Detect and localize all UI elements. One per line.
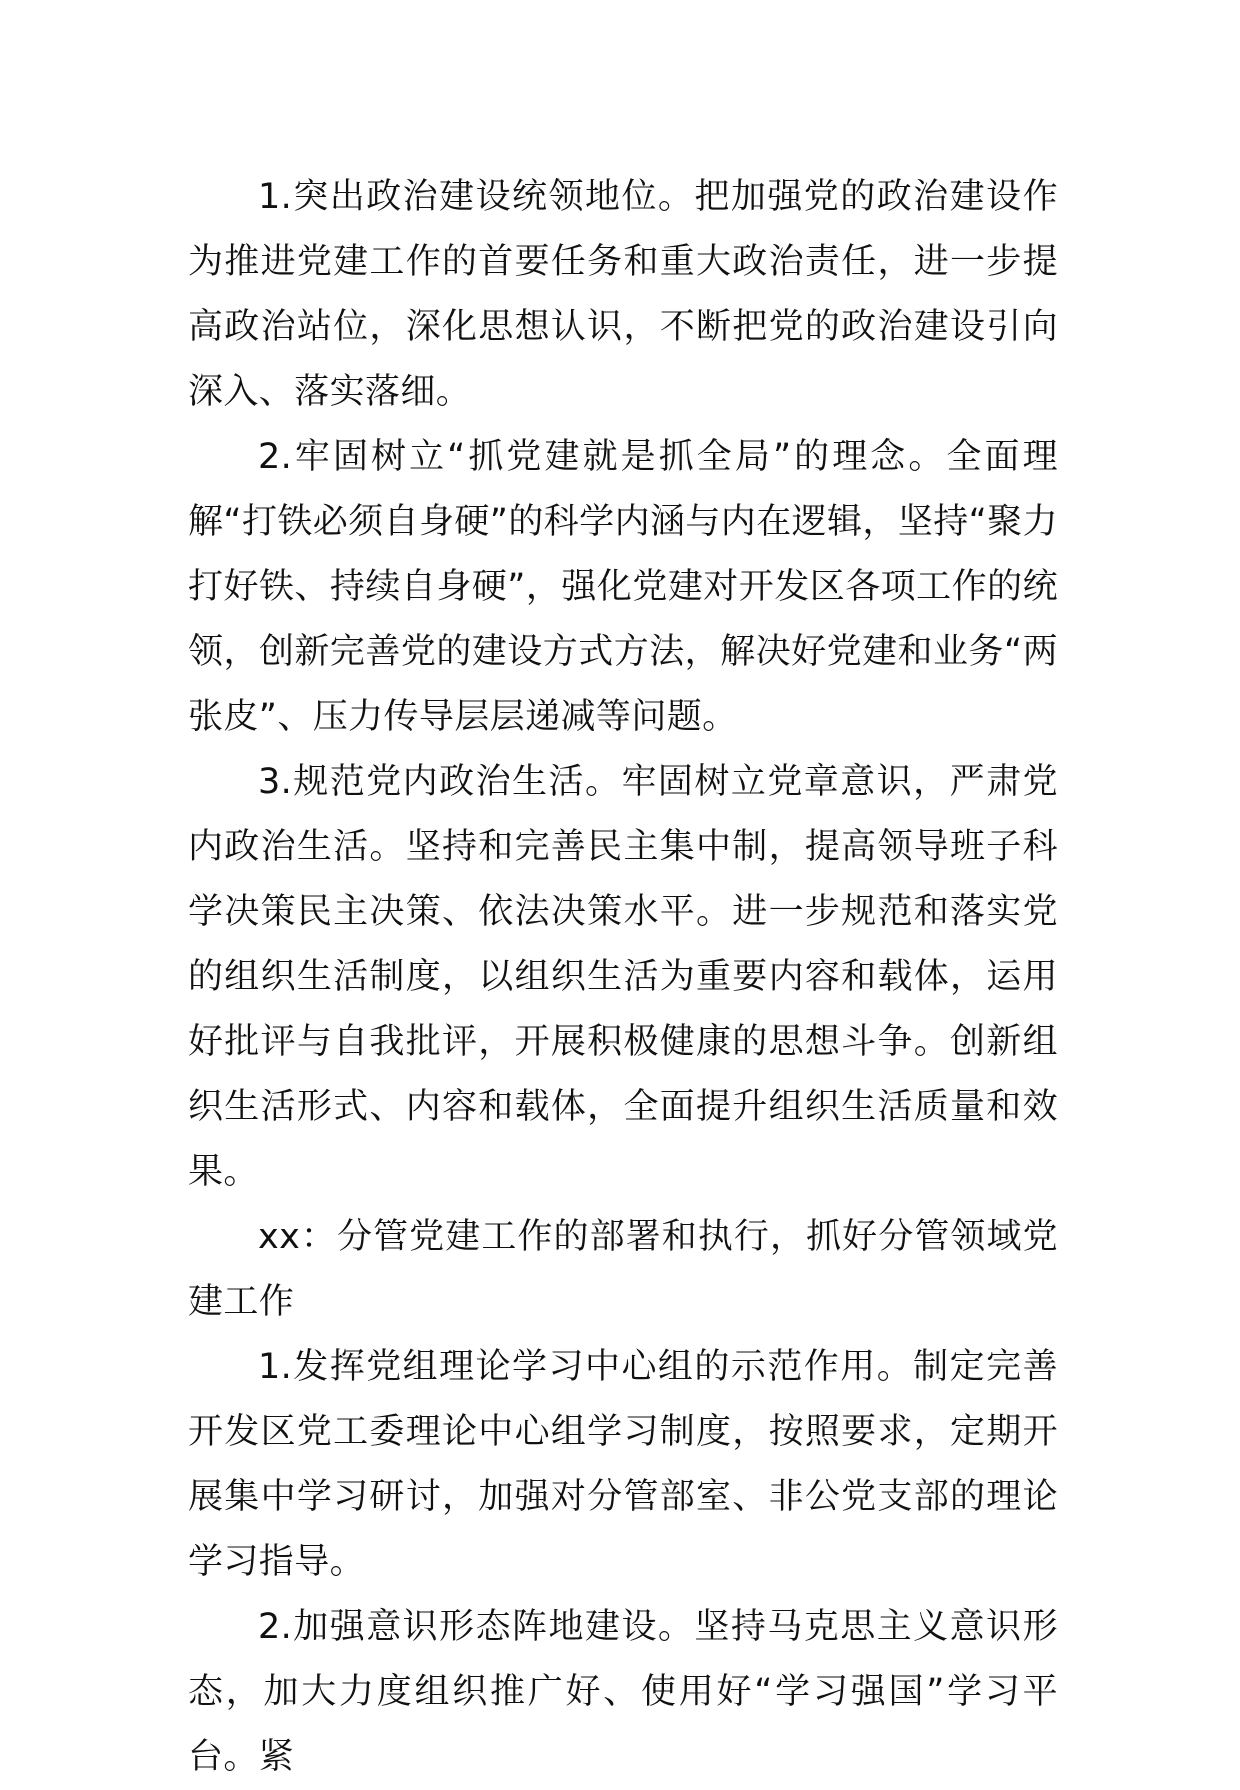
paragraph-section-heading: xx：分管党建工作的部署和执行，抓好分管领域党建工作 bbox=[188, 1217, 1058, 1322]
paragraph-political-leadership: 1.突出政治建设统领地位。把加强党的政治建设作为推进党建工作的首要任务和重大政治责任，进一步提高政治站位，深化思想认识，不断把党的政治建设引向深入、落实落细。 bbox=[188, 177, 1058, 412]
paragraph-political-life: 3.规范党内政治生活。牢固树立党章意识，严肃党内政治生活。坚持和完善民主集中制，提高领导班子科学决策民主决策、依法决策水平。进一步规范和落实党的组织生活制度，以组织生活为重要内容和载体，运用好批评与自我批评，开展积极健康的思想斗争。创新组织生活形式、内容和载体，全面提升组织生活质量和效果。 bbox=[188, 762, 1058, 1192]
paragraph-study-group: 1.发挥党组理论学习中心组的示范作用。制定完善开发区党工委理论中心组学习制度，按照要求，定期开展集中学习研讨，加强对分管部室、非公党支部的理论学习指导。 bbox=[188, 1347, 1058, 1582]
paragraph-ideology-platform: 2.加强意识形态阵地建设。坚持马克思主义意识形态，加大力度组织推广好、使用好“学习强国”学习平台。紧 bbox=[188, 1607, 1058, 1777]
paragraph-party-building-concept: 2.牢固树立“抓党建就是抓全局”的理念。全面理解“打铁必须自身硬”的科学内涵与内在逻辑，坚持“聚力打好铁、持续自身硬”，强化党建对开发区各项工作的统领，创新完善党的建设方式方法，解决好党建和业务“两张皮”、压力传导层层递减等问题。 bbox=[188, 437, 1058, 737]
document-body bbox=[188, 165, 1058, 1790]
